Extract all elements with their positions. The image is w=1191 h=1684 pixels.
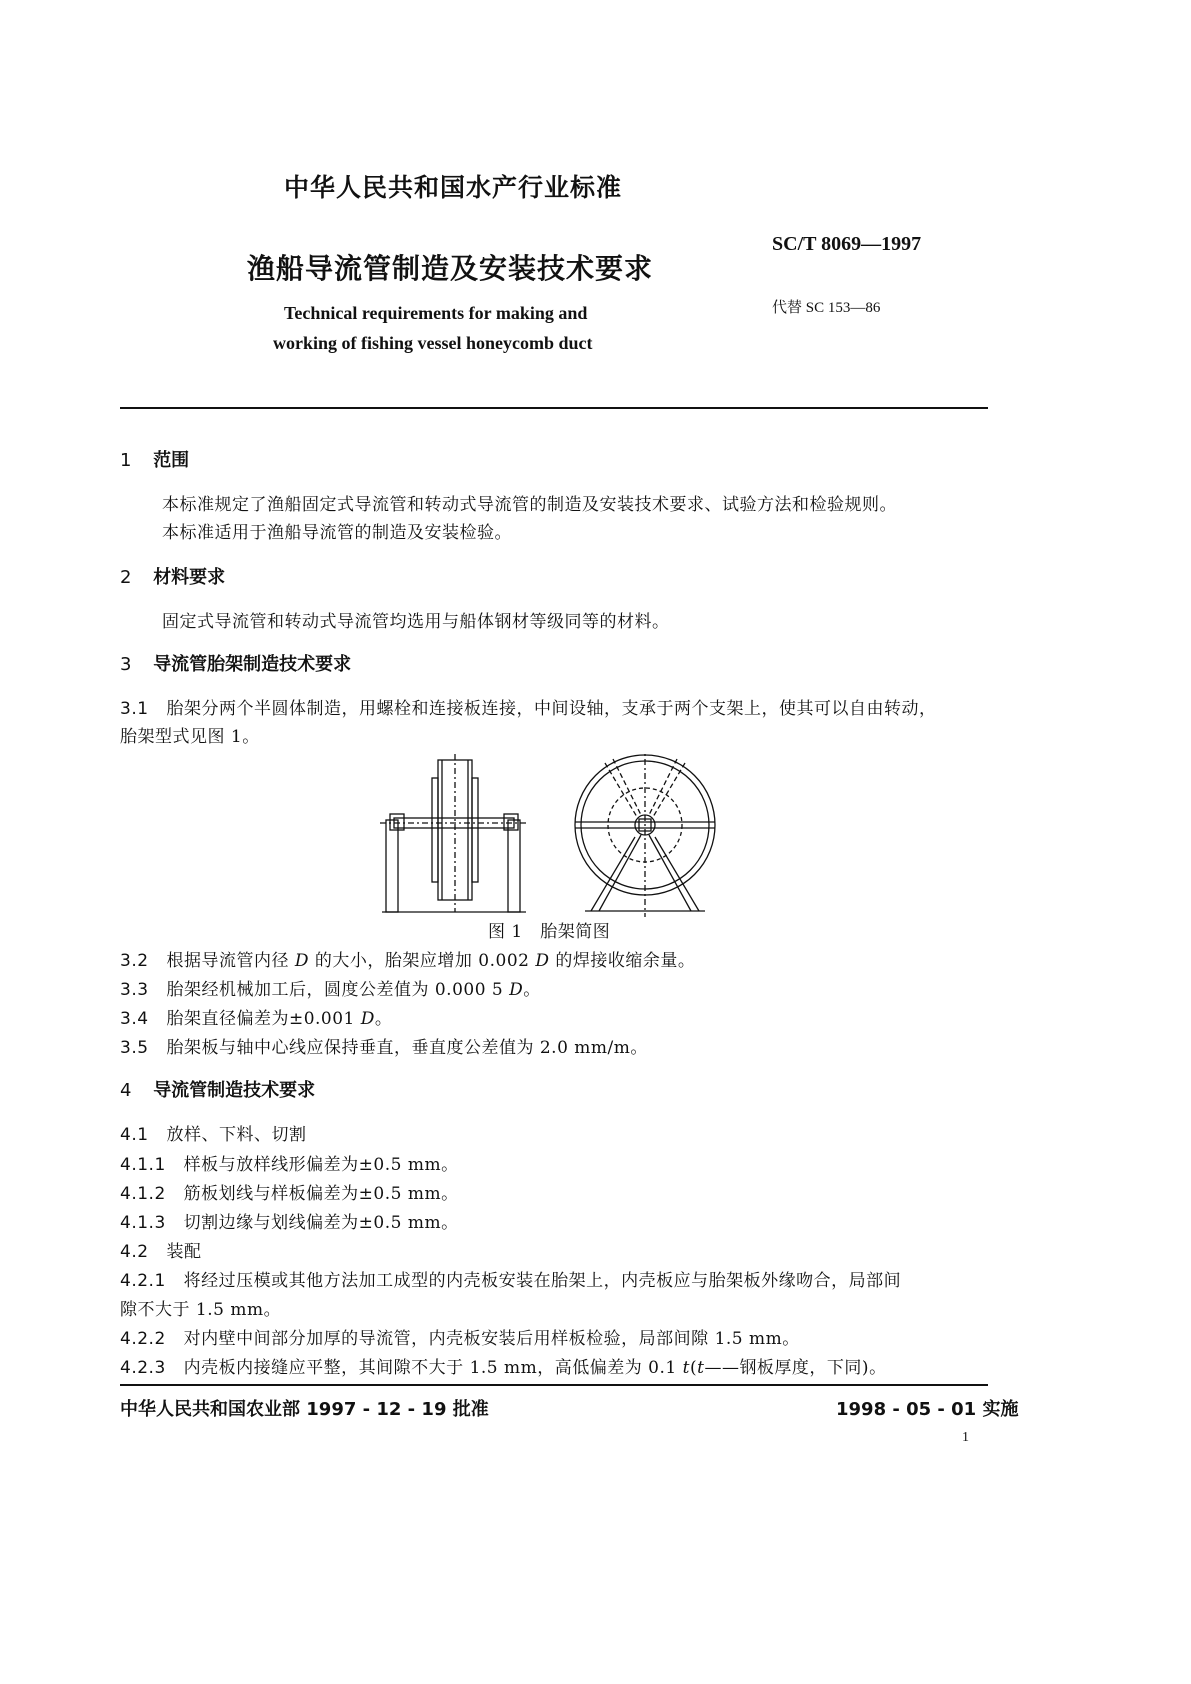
symbol-d: D xyxy=(294,951,309,971)
clause-text-part: 胎架直径偏差为±0.001 xyxy=(166,1009,361,1029)
clause-3-2 xyxy=(120,946,695,971)
clause-text-part: 根据导流管内径 xyxy=(166,951,295,971)
clause-number: 4.1.1 xyxy=(120,1155,166,1175)
clause-number: 4.2.3 xyxy=(120,1358,166,1378)
clause-3-5 xyxy=(120,1033,648,1058)
section-3-heading xyxy=(120,650,351,676)
clause-text-part: 的焊接收缩余量。 xyxy=(549,951,696,971)
clause-4-2-1-continued: 隙不大于 1.5 mm。 xyxy=(120,1300,282,1320)
clause-text: 装配 xyxy=(166,1242,202,1262)
clause-3-1-continued: 胎架型式见图 1。 xyxy=(120,727,260,747)
clause-number: 3.4 xyxy=(120,1009,149,1029)
symbol-t: t xyxy=(697,1358,705,1378)
clause-text: 将经过压模或其他方法加工成型的内壳板安装在胎架上，内壳板应与胎架板外缘吻合，局部间 xyxy=(183,1271,902,1291)
standard-number: SC/T 8069—1997 xyxy=(772,233,922,255)
section-title: 导流管制造技术要求 xyxy=(153,1080,316,1101)
clause-3-3 xyxy=(120,975,541,1000)
clause-3-4 xyxy=(120,1004,392,1029)
document-title-en-line1: Technical requirements for making and xyxy=(284,303,588,323)
clause-4-2-3 xyxy=(120,1353,887,1378)
section-number: 3 xyxy=(120,654,132,675)
clause-3-1 xyxy=(120,694,936,719)
section-title: 导流管胎架制造技术要求 xyxy=(153,654,352,675)
clause-4-2-2 xyxy=(120,1324,800,1349)
clause-4-1-2 xyxy=(120,1179,459,1204)
figure-1-caption: 图 1 胎架简图 xyxy=(488,922,611,942)
symbol-d: D xyxy=(535,951,550,971)
page-number: 1 xyxy=(962,1430,969,1445)
footer-divider xyxy=(120,1384,988,1386)
clause-text-part: ( xyxy=(689,1358,698,1378)
clause-4-2-1 xyxy=(120,1266,901,1291)
clause-text-part: 内壳板内接缝应平整，其间隙不大于 1.5 mm，高低偏差为 0.1 xyxy=(183,1358,683,1378)
clause-text: 放样、下料、切割 xyxy=(166,1125,307,1145)
replaces-standard: 代替 SC 153—86 xyxy=(772,300,881,316)
clause-text: 样板与放样线形偏差为±0.5 mm。 xyxy=(183,1155,459,1175)
section-title: 范围 xyxy=(153,450,190,471)
clause-number: 4.1 xyxy=(120,1125,149,1145)
section-2-paragraph-1: 固定式导流管和转动式导流管均选用与船体钢材等级同等的材料。 xyxy=(162,612,670,632)
clause-number: 4.1.2 xyxy=(120,1184,166,1204)
clause-4-1 xyxy=(120,1120,306,1145)
side-view-drawing xyxy=(380,754,528,912)
clause-text-part: ——钢板厚度，下同)。 xyxy=(704,1358,887,1378)
clause-4-2 xyxy=(120,1237,201,1262)
clause-number: 4.2 xyxy=(120,1242,149,1262)
clause-text: 切割边缘与划线偏差为±0.5 mm。 xyxy=(183,1213,459,1233)
approval-line: 中华人民共和国农业部 1997 - 12 - 19 批准 xyxy=(120,1399,489,1420)
document-title-en-line2: working of fishing vessel honeycomb duct xyxy=(273,333,593,353)
clause-number: 4.2.2 xyxy=(120,1329,166,1349)
symbol-d: D xyxy=(509,980,524,1000)
effective-date: 1998 - 05 - 01 实施 xyxy=(836,1399,1019,1420)
clause-number: 3.1 xyxy=(120,699,149,719)
section-1-paragraph-2: 本标准适用于渔船导流管的制造及安装检验。 xyxy=(162,523,512,543)
clause-4-1-1 xyxy=(120,1150,459,1175)
clause-number: 3.2 xyxy=(120,951,149,971)
clause-number: 3.3 xyxy=(120,980,149,1000)
section-number: 1 xyxy=(120,450,132,471)
clause-text-part: 的大小，胎架应增加 0.002 xyxy=(309,951,536,971)
section-title: 材料要求 xyxy=(153,567,226,588)
document-title-cn: 渔船导流管制造及安装技术要求 xyxy=(247,252,654,285)
clause-text: 胎架分两个半圆体制造，用螺栓和连接板连接，中间设轴，支承于两个支架上，使其可以自由转动， xyxy=(166,699,937,719)
front-view-drawing xyxy=(575,752,715,917)
clause-number: 4.1.3 xyxy=(120,1213,166,1233)
section-1-heading xyxy=(120,446,189,472)
clause-text-part: 。 xyxy=(374,1009,393,1029)
section-2-heading xyxy=(120,563,225,589)
symbol-t: t xyxy=(682,1358,690,1378)
figure-1-tire-frame-diagram xyxy=(380,752,730,917)
clause-4-1-3 xyxy=(120,1208,459,1233)
section-4-heading xyxy=(120,1076,315,1102)
clause-text-part: 。 xyxy=(523,980,541,1000)
section-1-paragraph-1: 本标准规定了渔船固定式导流管和转动式导流管的制造及安装技术要求、试验方法和检验规则。 xyxy=(162,495,897,515)
header-divider xyxy=(120,407,988,409)
issuing-org-title: 中华人民共和国水产行业标准 xyxy=(284,173,623,202)
clause-text-part: 胎架经机械加工后，圆度公差值为 0.000 5 xyxy=(166,980,510,1000)
section-number: 2 xyxy=(120,567,132,588)
symbol-d: D xyxy=(360,1009,375,1029)
clause-text: 胎架板与轴中心线应保持垂直，垂直度公差值为 2.0 mm/m。 xyxy=(166,1038,648,1058)
clause-text: 对内壁中间部分加厚的导流管，内壳板安装后用样板检验，局部间隙 1.5 mm。 xyxy=(183,1329,800,1349)
section-number: 4 xyxy=(120,1080,132,1101)
clause-text: 筋板划线与样板偏差为±0.5 mm。 xyxy=(183,1184,459,1204)
clause-number: 3.5 xyxy=(120,1038,149,1058)
clause-number: 4.2.1 xyxy=(120,1271,166,1291)
